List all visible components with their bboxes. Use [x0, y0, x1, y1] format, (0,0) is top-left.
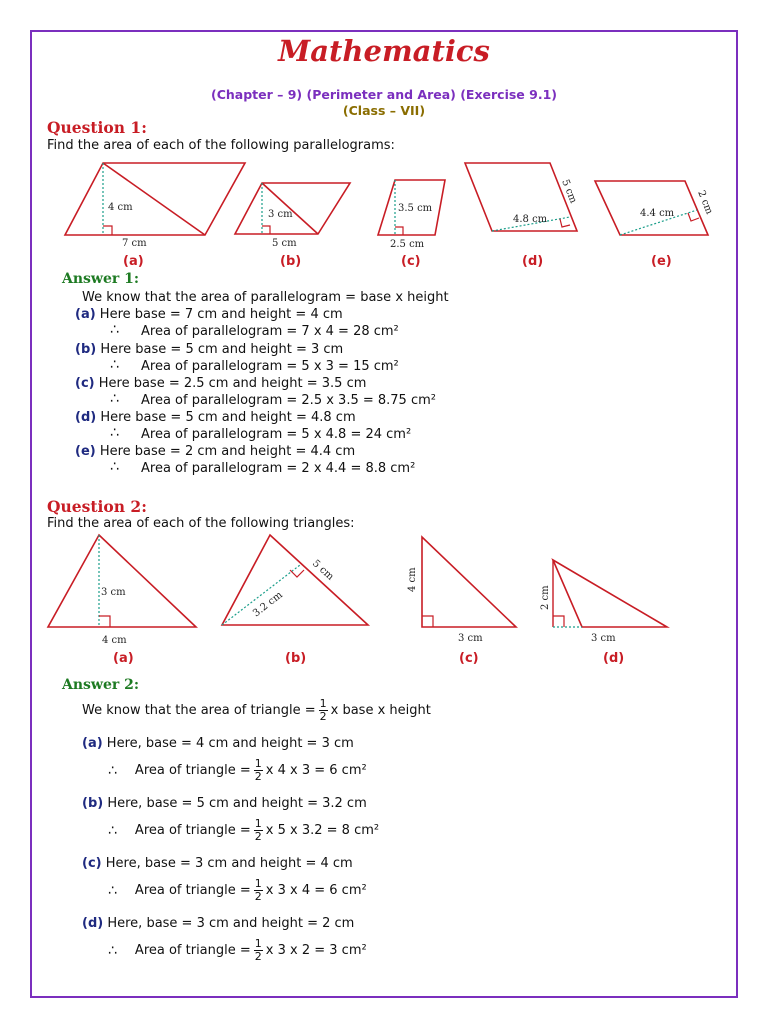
answer-1-result-e: Area of parallelogram = 2 x 4.4 = 8.8 cm² [141, 461, 416, 476]
tri-label-d: (d) [603, 651, 625, 666]
dim-ta-height: 3 cm [101, 587, 126, 598]
part-tag: (c) [75, 376, 95, 391]
part-given: Here base = 2.5 cm and height = 3.5 cm [98, 376, 367, 391]
tri-label-b: (b) [285, 651, 307, 666]
answer-1-part-b [75, 342, 343, 357]
fig-label-c: (c) [401, 254, 421, 269]
part-given: Here base = 5 cm and height = 4.8 cm [100, 410, 356, 425]
part-given: Here base = 2 cm and height = 4.4 cm [99, 444, 356, 459]
area-calc: x 5 x 3.2 = 8 cm² [265, 823, 380, 838]
part-tag: (b) [82, 796, 104, 811]
answer-2-result-b [108, 818, 379, 843]
question-1-prompt: Find the area of each of the following parallelograms: [47, 138, 395, 153]
part-tag: (a) [75, 307, 96, 322]
area-label: Area of triangle = [134, 943, 251, 958]
answer-1-result-b: Area of parallelogram = 5 x 3 = 15 cm² [141, 359, 399, 374]
dim-d-side: 5 cm [559, 178, 579, 205]
parallelogram-e [595, 181, 715, 235]
part-given: Here base = 7 cm and height = 4 cm [99, 307, 343, 322]
dim-tc-height: 4 cm [407, 567, 418, 592]
therefore-symbol: ∴ [110, 357, 119, 373]
page-title: Mathematics [278, 34, 490, 68]
area-calc: x 3 x 2 = 3 cm² [265, 943, 367, 958]
therefore-symbol: ∴ [108, 882, 117, 899]
area-calc: x 3 x 4 = 6 cm² [265, 883, 367, 898]
therefore-symbol: ∴ [108, 762, 117, 779]
therefore-symbol: ∴ [108, 942, 117, 959]
triangle-d [540, 560, 667, 644]
answer-2-result-a [108, 758, 367, 783]
fraction-half: $\frac{1}{2}$ [254, 937, 262, 963]
triangle-a [48, 535, 196, 646]
question-2-prompt: Find the area of each of the following triangles: [47, 516, 355, 531]
fig-label-d: (d) [522, 254, 544, 269]
dim-a-height: 4 cm [108, 202, 133, 213]
dim-tc-base: 3 cm [458, 633, 483, 644]
area-label: Area of triangle = [134, 763, 251, 778]
therefore-symbol: ∴ [110, 425, 119, 441]
therefore-symbol: ∴ [110, 322, 119, 338]
chapter-subtitle: (Chapter – 9) (Perimeter and Area) (Exercise 9.1) [210, 87, 557, 102]
parallelogram-c [378, 180, 445, 250]
answer-2-part-a [82, 736, 354, 751]
dim-tb-side: 5 cm [309, 558, 336, 583]
part-given: Here, base = 3 cm and height = 4 cm [105, 856, 353, 871]
class-label: (Class – VII) [342, 103, 426, 118]
dim-a-base: 7 cm [122, 238, 147, 249]
answer-1-part-c [75, 376, 366, 391]
triangle-figures [0, 530, 768, 652]
dim-b-height: 3 cm [268, 209, 293, 220]
triangle-b [222, 535, 368, 625]
dim-td-height: 2 cm [540, 585, 551, 610]
answer-1-result-c: Area of parallelogram = 2.5 x 3.5 = 8.75 cm² [141, 393, 436, 408]
answer-1-result-d: Area of parallelogram = 5 x 4.8 = 24 cm² [141, 427, 412, 442]
therefore-symbol: ∴ [108, 822, 117, 839]
intro-text: We know that the area of triangle = [82, 703, 316, 718]
dim-tb-height: 3.2 cm [251, 589, 285, 620]
area-label: Area of triangle = [134, 883, 251, 898]
parallelogram-b [235, 183, 350, 249]
part-tag: (a) [82, 736, 103, 751]
part-tag: (c) [82, 856, 102, 871]
tri-label-a: (a) [113, 651, 134, 666]
area-label: Area of triangle = [134, 823, 251, 838]
dim-td-base: 3 cm [591, 633, 616, 644]
answer-2-part-c [82, 856, 353, 871]
part-given: Here, base = 4 cm and height = 3 cm [106, 736, 354, 751]
parallelogram-d [465, 163, 579, 231]
fig-label-b: (b) [280, 254, 302, 269]
parallelogram-a [65, 163, 245, 249]
part-tag: (d) [82, 916, 104, 931]
part-given: Here base = 5 cm and height = 3 cm [100, 342, 344, 357]
dim-c-base: 2.5 cm [390, 239, 425, 250]
tri-label-c: (c) [459, 651, 479, 666]
intro-text-post: x base x height [330, 703, 431, 718]
question-1-heading: Question 1: [47, 118, 147, 137]
dim-e-height: 4.4 cm [640, 208, 675, 219]
answer-1-intro: We know that the area of parallelogram = base x height [82, 290, 449, 305]
dim-e-side: 2 cm [695, 189, 715, 216]
parallelogram-figures [0, 155, 768, 260]
part-given: Here, base = 3 cm and height = 2 cm [107, 916, 355, 931]
fraction-half: $\frac{1}{2}$ [254, 757, 262, 783]
area-calc: x 4 x 3 = 6 cm² [265, 763, 367, 778]
fig-label-e: (e) [651, 254, 672, 269]
fraction-half: $\frac{1}{2}$ [254, 877, 262, 903]
answer-2-result-d [108, 938, 367, 963]
therefore-symbol: ∴ [110, 391, 119, 407]
part-tag: (e) [75, 444, 96, 459]
dim-d-height: 4.8 cm [513, 214, 548, 225]
answer-2-intro [82, 698, 431, 723]
answer-2-part-b [82, 796, 367, 811]
answer-1-part-a [75, 307, 343, 322]
answer-2-result-c [108, 878, 367, 903]
answer-1-part-d [75, 410, 356, 425]
fraction-half: $\frac{1}{2}$ [254, 817, 262, 843]
triangle-c [407, 537, 516, 644]
dim-ta-base: 4 cm [102, 635, 127, 646]
fig-label-a: (a) [123, 254, 144, 269]
answer-1-result-a: Area of parallelogram = 7 x 4 = 28 cm² [141, 324, 399, 339]
question-2-heading: Question 2: [47, 497, 147, 516]
answer-1-heading: Answer 1: [62, 271, 140, 287]
answer-1-part-e [75, 444, 355, 459]
dim-b-base: 5 cm [272, 238, 297, 249]
part-tag: (b) [75, 342, 97, 357]
part-given: Here, base = 5 cm and height = 3.2 cm [107, 796, 367, 811]
part-tag: (d) [75, 410, 97, 425]
dim-c-height: 3.5 cm [398, 203, 433, 214]
therefore-symbol: ∴ [110, 459, 119, 475]
answer-2-heading: Answer 2: [62, 677, 140, 693]
fraction-half: $\frac{1}{2}$ [319, 697, 327, 723]
answer-2-part-d [82, 916, 354, 931]
